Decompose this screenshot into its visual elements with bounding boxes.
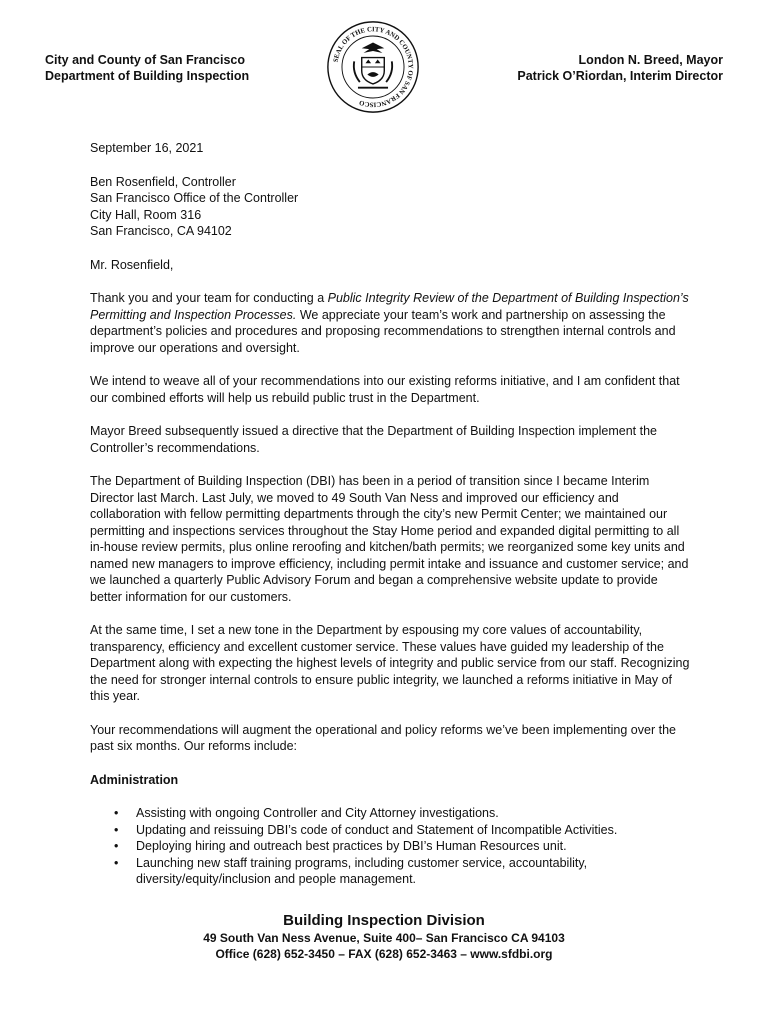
director-name: Patrick O’Riordan, Interim Director xyxy=(517,69,723,83)
list-item: • Assisting with ongoing Controller and City Attorney investigations. xyxy=(90,805,690,822)
footer-contact: Office (628) 652-3450 – FAX (628) 652-3463 – www.sfdbi.org xyxy=(215,947,553,961)
list-item: • Updating and reissuing DBI’s code of conduct and Statement of Incompatible Activities. xyxy=(90,822,690,839)
paragraph-1 xyxy=(90,290,690,356)
letterhead-footer xyxy=(0,912,768,962)
paragraph-5: At the same time, I set a new tone in the Department by espousing my core values of accountability, transparency, efficiency and excellent customer service. These values have guided my leadership of the Department along with expecting the highest levels of integrity and public service from our staff. Recognizing the need for stronger internal controls to ensure public integrity, we launched a reforms initiative in May of this year. xyxy=(90,623,690,703)
paragraph-1-start: Thank you and your team for conducting a xyxy=(90,291,328,305)
address-line: City Hall, Room 316 xyxy=(90,207,202,222)
salutation: Mr. Rosenfield, xyxy=(90,257,174,272)
city-county-name: City and County of San Francisco xyxy=(45,53,246,67)
recipient-address xyxy=(90,174,690,240)
paragraph-6: Your recommendations will augment the operational and policy reforms we’ve been implementing over the past six months. Our reforms include: xyxy=(90,722,676,753)
paragraph-3: Mayor Breed subsequently issued a directive that the Department of Building Inspection implement the Controller’s recommendations. xyxy=(90,424,657,455)
address-line: Ben Rosenfield, Controller xyxy=(90,174,236,189)
list-item: • Deploying hiring and outreach best practices by DBI’s Human Resources unit. xyxy=(90,838,690,855)
seal-ring-text: SEAL OF THE CITY AND COUNTY OF SAN FRANCISCO xyxy=(332,26,414,108)
letter-date: September 16, 2021 xyxy=(90,141,204,155)
administration-list xyxy=(90,805,690,888)
department-name: Department of Building Inspection xyxy=(45,69,250,83)
paragraph-1-end: We appreciate your team’s work and partnership on assessing the department’s policies and procedures and proposing recommendations to strengthen internal controls and improve our operations and oversight. xyxy=(90,307,676,355)
mayor-name: London N. Breed, Mayor xyxy=(578,53,723,67)
city-seal-icon xyxy=(326,20,420,114)
footer-address: 49 South Van Ness Avenue, Suite 400– San Francisco CA 94103 xyxy=(203,931,565,945)
letter-body xyxy=(90,140,690,888)
paragraph-4: The Department of Building Inspection (DBI) has been in a period of transition since I became Interim Director last March. Last July, we moved to 49 South Van Ness and improved our efficiency and collaboration with fellow permitting departments through the city’s new Permit Center; we maintained our permitting and inspections services throughout the Stay Home period and expanded digital permitting to all in-house review permits, plus online reroofing and kitchen/bath permits; we reorganized some key units and named new managers to improve efficiency, including permit intake and issuance and customer service; and we launched a quarterly Public Advisory Forum and began a comprehensive website update to provide better information for our customers. xyxy=(90,474,689,604)
list-item: • Launching new staff training programs, including customer service, accountability, diversity/equity/inclusion and people management. xyxy=(90,855,690,888)
letterhead-left xyxy=(45,52,249,84)
address-line: San Francisco Office of the Controller xyxy=(90,191,299,205)
address-line: San Francisco, CA 94102 xyxy=(90,224,232,238)
section-title-administration: Administration xyxy=(90,772,179,787)
review-title: Public Integrity Review of the Department of Building Inspection’s Permitting and Inspection Processes. xyxy=(90,291,689,322)
paragraph-2: We intend to weave all of your recommendations into our existing reforms initiative, and I am confident that our combined efforts will help us rebuild public trust in the Department. xyxy=(90,374,680,405)
division-name: Building Inspection Division xyxy=(283,912,485,929)
letterhead-right xyxy=(517,52,723,84)
